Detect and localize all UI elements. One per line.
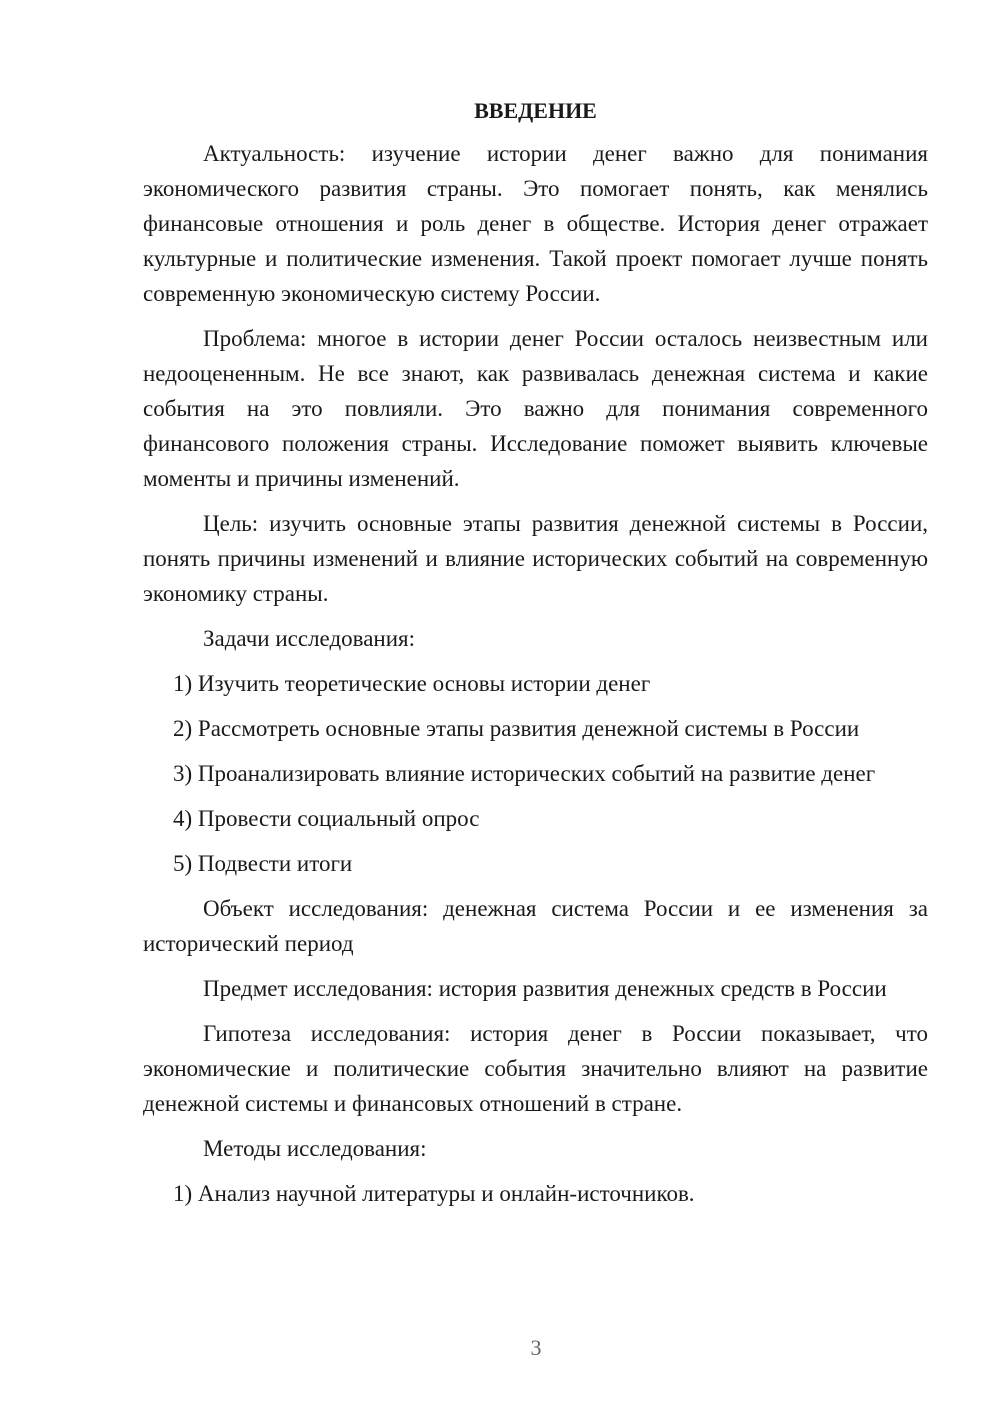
document-page bbox=[143, 96, 928, 1221]
page-number: 3 bbox=[530, 1335, 542, 1360]
problem-paragraph: Проблема: многое в истории денег России осталось неизвестным или недооцененным. Не все знают, как развивалась денежная система и какие события на это повлияли. Это важно для понимания современного финансового положения страны. Исследование поможет выявить ключевые моменты и причины изменений. bbox=[143, 326, 928, 491]
methods-heading: Методы исследования: bbox=[203, 1136, 427, 1161]
goal-paragraph: Цель: изучить основные этапы развития денежной системы в России, понять причины изменений и влияние исторических событий на современную экономику страны. bbox=[143, 511, 928, 606]
task-item: 3) Проанализировать влияние исторических событий на развитие денег bbox=[173, 761, 876, 786]
task-item: 5) Подвести итоги bbox=[173, 851, 353, 876]
task-item: 4) Провести социальный опрос bbox=[173, 806, 480, 831]
subject-paragraph: Предмет исследования: история развития денежных средств в России bbox=[203, 976, 887, 1001]
hypothesis-paragraph: Гипотеза исследования: история денег в России показывает, что экономические и политические события значительно влияют на развитие денежной системы и финансовых отношений в стране. bbox=[143, 1021, 928, 1116]
task-item: 2) Рассмотреть основные этапы развития денежной системы в России bbox=[173, 716, 860, 741]
tasks-heading: Задачи исследования: bbox=[203, 626, 416, 651]
task-item: 1) Изучить теоретические основы истории денег bbox=[173, 671, 651, 696]
relevance-paragraph: Актуальность: изучение истории денег важно для понимания экономического развития страны. Это помогает понять, как менялись финансовые отношения и роль денег в обществе. История денег отражает культурные и политические изменения. Такой проект помогает лучше понять современную экономическую систему России. bbox=[143, 141, 928, 306]
method-item: 1) Анализ научной литературы и онлайн-источников. bbox=[173, 1181, 695, 1206]
page-title: ВВЕДЕНИЕ bbox=[474, 98, 597, 123]
object-paragraph: Объект исследования: денежная система России и ее изменения за исторический период bbox=[143, 896, 928, 956]
